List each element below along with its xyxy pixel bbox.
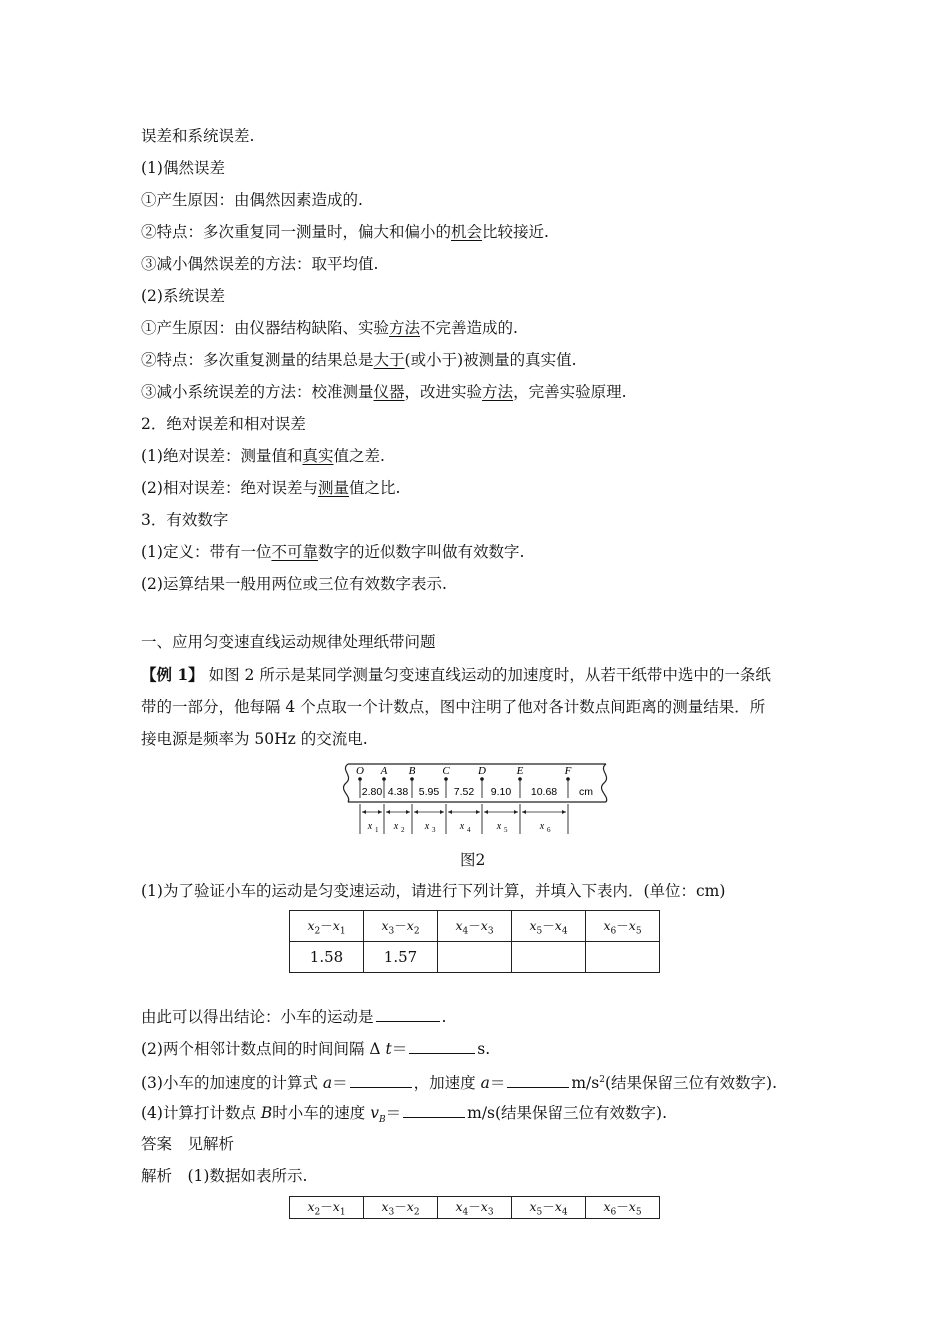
underlined-answer: 大于 [373,351,405,369]
table-cell [586,942,660,973]
tape-marks [356,765,593,834]
underlined-answer: 测量 [317,479,349,497]
arrow-left-icon [414,810,418,814]
data-table-1 [289,910,660,973]
underlined-answer: 真实 [302,447,334,465]
text: 数字的近似数字叫做有效数字. [317,543,525,561]
x-span-subscript: 6 [547,826,551,834]
x-span-subscript: 4 [467,826,471,834]
arrow-left-icon [522,810,526,814]
tape-distance-label: 5.95 [418,786,440,798]
text-line: ①产生原因：由偶然因素造成的. [141,191,363,209]
tape-distance-label: 9.10 [490,786,512,798]
text: 值之比. [348,479,401,497]
conclusion-line [141,1006,446,1027]
answer-blank[interactable] [376,1006,440,1022]
x-span-subscript: 2 [401,826,405,834]
text: ②特点：多次重复同一测量时，偏大和偏小的 [141,223,452,241]
tape-point-label: O [356,765,364,777]
underlined-answer: 方法 [389,319,421,337]
table-header-cell: $x_3-x_2$ [364,1197,438,1219]
arrow-right-icon [562,810,566,814]
underlined-answer: 方法 [482,383,514,401]
table-cell [512,942,586,973]
text-line [141,446,385,466]
question-3 [141,1070,777,1093]
table-header-row [290,1197,660,1219]
example-label: 【例 1】 [141,665,204,684]
paper-tape-figure [338,760,618,840]
x-span-subscript: 3 [432,826,436,834]
text: 不完善造成的. [420,319,518,337]
tape-point-label: C [442,765,450,777]
data-table-2 [289,1196,660,1219]
heading-system-error: (2)系统误差 [141,287,225,305]
question-2 [141,1038,490,1059]
table-header-cell: $x_4-x_3$ [438,1197,512,1219]
arrow-right-icon [514,810,518,814]
text-line [141,318,518,338]
text: (2)相对误差：绝对误差与 [141,479,318,497]
text: 时小车的速度 [272,1104,371,1122]
table-header-row [290,911,660,942]
x-span-label: x [496,821,502,832]
text: m/s [571,1074,600,1093]
x-span-subscript: 5 [504,826,508,834]
x-span-label: x [367,821,373,832]
heading-significant-figures: 3．有效数字 [141,511,229,529]
table-header-cell: $x_6-x_5$ [586,1197,660,1219]
text-line: (2)运算结果一般用两位或三位有效数字表示. [141,575,447,593]
table-cell: 1.58 [290,942,364,973]
section-title: 一、应用匀变速直线运动规律处理纸带问题 [141,633,436,651]
arrow-right-icon [378,810,382,814]
arrow-left-icon [386,810,390,814]
text-line: 误差和系统误差. [141,127,255,145]
answer-blank[interactable] [350,1072,412,1088]
x-span-subscript: 1 [375,826,379,834]
table-header-cell: $x_3-x_2$ [364,911,438,942]
tape-distance-label: 2.80 [361,786,383,798]
tape-distance-label: 7.52 [453,786,475,798]
paper-tape-svg [338,760,618,836]
underlined-answer: 仪器 [373,383,405,401]
variable: a [322,1074,333,1093]
text-line [141,382,627,402]
tape-point-label: B [408,765,416,777]
answer-blank[interactable] [409,1038,475,1054]
text: (或小于)被测量的真实值. [404,351,577,369]
question-4 [141,1102,667,1130]
table-header-cell: $x_2-x_1$ [290,911,364,942]
tape-distance-label: 10.68 [530,786,558,798]
figure-caption: 图2 [460,851,486,869]
text: ①产生原因：由仪器结构缺陷、实验 [141,319,390,337]
text: 值之差. [333,447,385,465]
example-line: 带的一部分，他每隔 4 个点取一个计数点，图中注明了他对各计数点间距离的测量结果．所 [141,698,766,716]
arrow-left-icon [362,810,366,814]
text: (3)小车的加速度的计算式 [141,1074,323,1093]
tape-point-label: F [564,765,572,777]
arrow-left-icon [448,810,452,814]
x-span-label: x [459,821,465,832]
table-row [290,942,660,973]
question-1: (1)为了验证小车的运动是匀变速运动，请进行下列计算，并填入下表内．(单位：cm) [141,882,726,900]
text: (结果保留三位有效数字). [604,1074,777,1093]
answer-blank[interactable] [507,1072,569,1088]
variable: t [385,1040,392,1058]
text: ，加速度 [413,1074,481,1093]
tape-unit-label: cm [579,786,593,798]
tape-point-label: E [516,765,524,777]
text-line [141,350,577,370]
superscript: 2 [599,1075,605,1085]
example-line: 接电源是频率为 50Hz 的交流电. [141,730,368,748]
answer-blank[interactable] [403,1102,465,1118]
table-cell: 1.57 [364,942,438,973]
text-line [141,222,549,242]
text: 由此可以得出结论：小车的运动是 [141,1008,374,1026]
example-line [141,665,771,685]
text: 如图 2 所示是某同学测量匀变速直线运动的加速度时，从若干纸带中选中的一条纸 [203,666,771,684]
subscript: B [378,1115,386,1126]
answer-line: 答案 见解析 [141,1135,235,1153]
underlined-answer: 机会 [451,223,483,241]
text: ③减小系统误差的方法：校准测量 [141,383,374,401]
text: s. [477,1040,491,1058]
text: ＝ [489,1074,506,1093]
arrow-left-icon [484,810,488,814]
text: (2)两个相邻计数点间的时间间隔 Δ [141,1040,386,1058]
text: . [441,1008,447,1026]
x-span-label: x [424,821,430,832]
arrow-right-icon [440,810,444,814]
table-header-cell: $x_5-x_4$ [512,911,586,942]
text: (1)绝对误差：测量值和 [141,447,303,465]
arrow-right-icon [406,810,410,814]
table-header-cell: $x_5-x_4$ [512,1197,586,1219]
heading-abs-rel-error: 2．绝对误差和相对误差 [141,415,306,433]
variable: B [260,1104,273,1122]
table-header-cell: $x_2-x_1$ [290,1197,364,1219]
text: (1)定义：带有一位 [141,543,272,561]
tape-distance-label: 4.38 [387,786,409,798]
text-line: ③减小偶然误差的方法：取平均值. [141,255,379,273]
table-header-cell: $x_4-x_3$ [438,911,512,942]
x-span-label: x [393,821,399,832]
variable: v [370,1104,379,1122]
text: (4)计算打计数点 [141,1104,261,1122]
text: ②特点：多次重复测量的结果总是 [141,351,374,369]
variable: a [480,1074,490,1093]
text-line [141,478,400,498]
text: ＝ [332,1074,348,1093]
underlined-answer: 不可靠 [271,543,318,561]
tape-point-label: A [380,765,388,777]
text: m/s(结果保留三位有效数字). [467,1104,668,1122]
text: ＝ [385,1104,402,1122]
text: 比较接近. [482,223,549,241]
table-cell [438,942,512,973]
tape-point-label: D [478,765,486,777]
heading-random-error: (1)偶然误差 [141,159,225,177]
x-span-label: x [539,821,545,832]
text: ，改进实验 [404,383,483,401]
text: ，完善实验原理. [513,383,627,401]
solution-line: 解析 (1)数据如表所示. [141,1167,308,1185]
text: ＝ [391,1040,408,1058]
table-header-cell: $x_6-x_5$ [586,911,660,942]
arrow-right-icon [476,810,480,814]
text-line [141,542,524,562]
